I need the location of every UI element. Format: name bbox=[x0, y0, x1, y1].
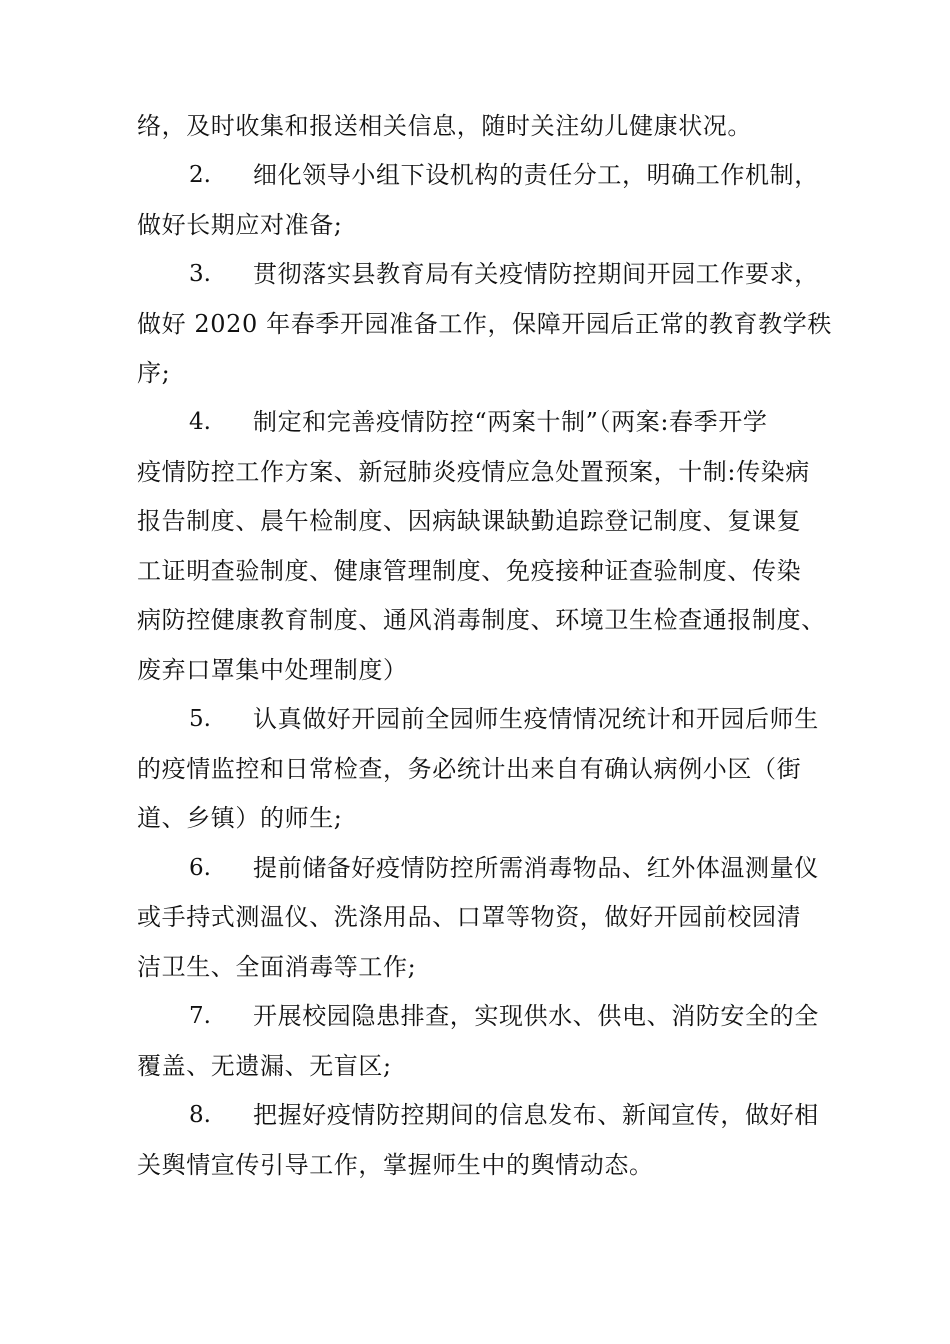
item-number: 4. bbox=[189, 409, 211, 435]
item-line: 做好 2020 年春季开园准备工作，保障开园后正常的教育教学秩 bbox=[137, 310, 832, 338]
item-first-line: 提前储备好疫情防控所需消毒物品、红外体温测量仪 bbox=[253, 854, 819, 882]
item-line: 或手持式测温仪、洗涤用品、口罩等物资，做好开园前校园清 bbox=[137, 903, 802, 931]
item-line: 洁卫生、全面消毒等工作; bbox=[137, 953, 417, 981]
item-number: 7. bbox=[189, 1003, 211, 1029]
item-line: 病防控健康教育制度、通风消毒制度、环境卫生检查通报制度、 bbox=[137, 606, 826, 634]
item-line: 覆盖、无遗漏、无盲区; bbox=[137, 1052, 392, 1080]
item-line: 序; bbox=[137, 359, 171, 387]
item-first-line: 开展校园隐患排查，实现供水、供电、消防安全的全 bbox=[253, 1002, 819, 1030]
item-line: 道、乡镇）的师生; bbox=[137, 804, 343, 832]
item-number: 8. bbox=[189, 1102, 211, 1128]
item-number: 2. bbox=[189, 162, 211, 188]
item-number: 3. bbox=[189, 261, 211, 287]
item-line: 关舆情宣传引导工作，掌握师生中的舆情动态。 bbox=[137, 1151, 654, 1179]
item-line: 废弃口罩集中处理制度） bbox=[137, 656, 408, 684]
item-line: 工证明查验制度、健康管理制度、免疫接种证查验制度、传染 bbox=[137, 557, 802, 585]
item-line: 报告制度、晨午检制度、因病缺课缺勤追踪登记制度、复课复 bbox=[137, 507, 802, 535]
item-number: 6. bbox=[189, 855, 211, 881]
item-first-line: 细化领导小组下设机构的责任分工，明确工作机制， bbox=[253, 161, 819, 189]
item-first-line: 把握好疫情防控期间的信息发布、新闻宣传，做好相 bbox=[253, 1101, 819, 1129]
item-first-line: 贯彻落实县教育局有关疫情防控期间开园工作要求， bbox=[253, 260, 819, 288]
item-line: 疫情防控工作方案、新冠肺炎疫情应急处置预案，十制:传染病 bbox=[137, 458, 810, 486]
item-first-line: 制定和完善疫情防控“两案十制”（两案:春季开学 bbox=[253, 408, 768, 436]
item-first-line: 认真做好开园前全园师生疫情情况统计和开园后师生 bbox=[253, 705, 819, 733]
continuation-line: 络，及时收集和报送相关信息，随时关注幼儿健康状况。 bbox=[137, 112, 752, 140]
item-line: 做好长期应对准备; bbox=[137, 211, 343, 239]
item-line: 的疫情监控和日常检查，务必统计出来自有确认病例小区（街 bbox=[137, 755, 802, 783]
item-number: 5. bbox=[189, 706, 211, 732]
